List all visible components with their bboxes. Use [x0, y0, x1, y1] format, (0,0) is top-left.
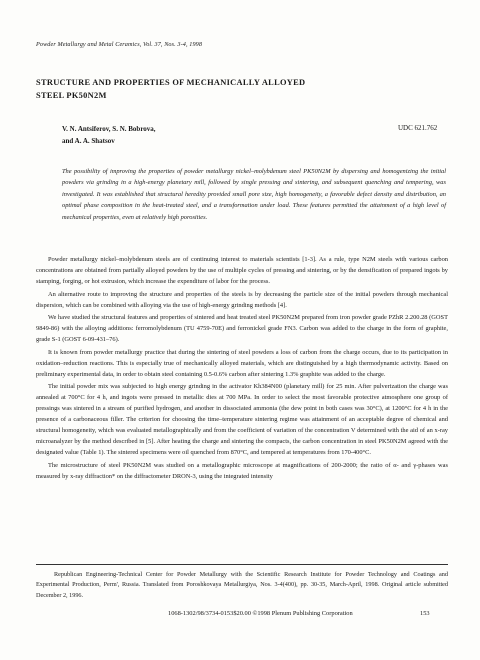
paragraph: We have studied the structural features and properties of sintered and heat treated steel PK50N2M prepared from iron powder grade PZhR 2.200.28 (GOST 9849-86) with the alloying additions: ferromolybdenum (TU 4759-70E) and ferronickel grade FN3. Carbon was added to the charge in the form of graphite, grade S-1 (GOST 6-09-431–76). [36, 314, 448, 343]
paragraph: The initial powder mix was subjected to high energy grinding in the activator Kh384N00 (planetary mill) for 25 min. After pulverization the charge was annealed at 700°C for 4 h, and ingots were pressed in metallic dies at 700 MPa. In order to select the most favorable protective atmosphere one group of pressings was sintered in a stream of purified hydrogen, and another in dissociated ammonia (the dew point in both cases was 30°C), at 1200°C for 4 h in the presence of a carbonaceous filler. The criterion for choosing the time–temperature sintering regime was attainment of an acceptable degree of chemical and structural homogeneity, which was evaluated metallographically and from the coefficient of variation of the concentration V determined with the aid of an x-ray microanalyzer by the method described in [5]. After heating the charge and sintering the compacts, the carbon concentration in steel PK50N2M agreed with the designated value (Table 1). The sintered specimens were oil quenched from 870°C, and tempered at temperatures from 170-400°C. [36, 383, 448, 456]
footnote [36, 570, 448, 601]
title-line-1: STRUCTURE AND PROPERTIES OF MECHANICALLY ALLOYED [36, 78, 306, 87]
footnote-text: Republican Engineering-Technical Center for Powder Metallurgy with the Scientific Research Institute for Powder Technology and Coatings and Experimental Production, Perm', Russia. Translated from Poroshkovaya Metallurgiya, Nos. 3-4(400), pp. 30-35, March-April, 1998. Original article submitted December 2, 1996. [36, 571, 448, 599]
title-line-2: STEEL PK50N2M [36, 91, 107, 100]
copyright-line: 1068-1302/98/3734-0153$20.00 ©1998 Plenum Publishing Corporation [168, 610, 353, 617]
authors [62, 124, 156, 147]
body-text [36, 254, 448, 483]
journal-line: Powder Metallurgy and Metal Ceramics, Vol. 37, Nos. 3-4, 1998 [36, 41, 203, 48]
paragraph: Powder metallurgy nickel–molybdenum steels are of continuing interest to materials scientists [1-3]. As a rule, type N2M steels with various carbon concentrations are obtained from partially alloyed powders by the use of multiple cycles of pressing and sintering, or by the densification of prepared ingots by stamping, forging, or hot extrusion, which increase the expenditure of labor for the process. [36, 256, 448, 285]
footnote-divider [36, 564, 448, 565]
authors-line-1: V. N. Antsiferov, S. N. Bobrova, [62, 125, 156, 133]
page-number: 153 [420, 610, 430, 617]
authors-line-2: and A. A. Shatsov [62, 136, 115, 145]
paragraph: The microstructure of steel PK50N2M was studied on a metallographic microscope at magnifications of 200-2000; the ratio of α- and γ-phases was measured by x-ray diffraction* on the diffractometer DRON-3, using the integrated intensity [36, 461, 448, 480]
paragraph: An alternative route to improving the structure and properties of the steels is by decreasing the particle size of the initial powders through mechanical dispersion, which can be combined with alloying via the use of high-energy grinding methods [4]. [36, 290, 448, 309]
udc-code: UDC 621.762 [398, 124, 438, 132]
paragraph: It is known from powder metallurgy practice that during the sintering of steel powders a loss of carbon from the charge occurs, due to its participation in oxidation–reduction reactions. This is especially true of mechanically alloyed materials, which are distinguished by a high thermodynamic activity. Based on preliminary experimental data, in order to obtain steel containing 0.5-0.6% carbon after sintering 1.3% graphite was added to the charge. [36, 348, 448, 378]
abstract: The possibility of improving the properties of powder metallurgy nickel–molybdenum steel PK50N2M by dispersing and homogenizing the initial powders via grinding in a high-energy planetary mill, followed by single pressing and sintering, and subsequent quenching and tempering, was investigated. It was established that structural heredity provided small pore size, high homogeneity, a favorable defect density and distribution, an optimal phase composition in the heat-treated steel, and a transformation under load. These features permitted the attainment of a high level of mechanical properties, even at relatively high porosities. [62, 168, 446, 221]
article-title [36, 76, 416, 102]
